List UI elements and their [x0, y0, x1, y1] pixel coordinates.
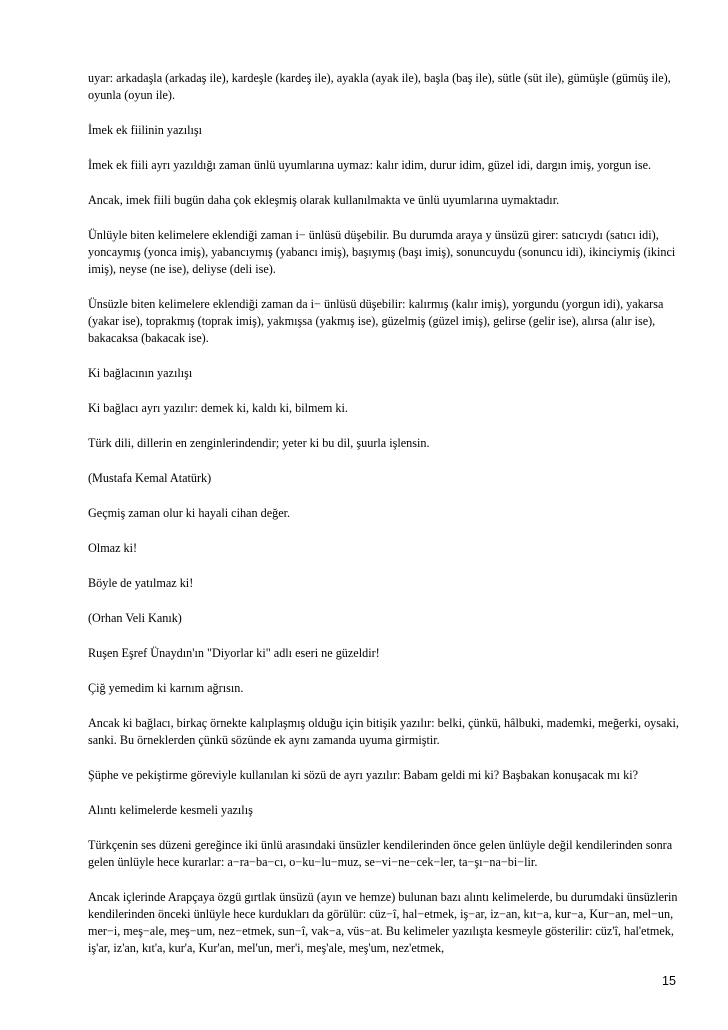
paragraph: Türkçenin ses düzeni gereğince iki ünlü arasındaki ünsüzler kendilerinden önce gelen ünlüyle değil kendilerinden sonra gelen ünlüyle hece kurarlar: a−ra−ba−cı, o−ku−lu−muz, se−vi−ne−cek−ler, ta−şı−na−bi−lir. — [88, 838, 673, 869]
paragraph: Ünsüzle biten kelimelere eklendiği zaman da i− ünlüsü düşebilir: kalırmış (kalır imiş), yorgundu (yorgun idi), yakarsa (yakar ise), toprakmış (toprak imiş), yakmışsa (yakmış ise), güzelmiş (güzel imiş), gelirse (gelir ise), alırsa (alır ise), bakacaksa (bakacak ise). — [88, 297, 664, 345]
page-number: 15 — [662, 974, 676, 988]
paragraph: Ki bağlacı ayrı yazılır: demek ki, kaldı ki, bilmem ki. — [88, 401, 348, 415]
paragraph: uyar: arkadaşla (arkadaş ile), kardeşle (kardeş ile), ayakla (ayak ile), başla (baş ile), sütle (süt ile), gümüşle (gümüş ile), oyunla (oyun ile). — [88, 71, 671, 102]
example-sentence: Ruşen Eşref Ünaydın'ın "Diyorlar ki" adlı eseri ne güzeldir! — [88, 646, 380, 660]
section-heading: İmek ek fiilinin yazılışı — [88, 123, 203, 137]
quote-attribution: (Orhan Veli Kanık) — [88, 611, 182, 625]
quote-attribution: (Mustafa Kemal Atatürk) — [88, 471, 212, 485]
paragraph: Ünlüyle biten kelimelere eklendiği zaman i− ünlüsü düşebilir. Bu durumda araya y ünsüzü girer: satıcıydı (satıcı idi), yoncaymış (yonca imiş), yabancıymış (yabancı imiş), başıymış (başı imiş), sonuncuydu (sonuncu idi), ikinciymiş (ikinci imiş), neyse (ne ise), deliyse (deli ise). — [88, 228, 676, 276]
quote: Geçmiş zaman olur ki hayali cihan değer. — [88, 506, 291, 520]
paragraph: Şüphe ve pekiştirme göreviyle kullanılan ki sözü de ayrı yazılır: Babam geldi mi ki? Başbakan konuşacak mı ki? — [88, 768, 638, 782]
paragraph: Ancak içlerinde Arapçaya özgü gırtlak ünsüzü (ayın ve hemze) bulunan bazı alıntı kelimelerde, bu durumdaki ünsüzlerin kendilerinden önceki ünlüyle hece kurdukları da görülür: cüz−î, hal−etmek, iş−ar, iz−an, kıt−a, kur−a, Kur−an, mel−un, mer−i, meş−ale, meş−um, nez−etmek, sun−î, vak−a, vüs−at. Bu kelimeler yazılışta kesmeyle gösterilir: cüz'î, hal'etmek, iş'ar, iz'an, kıt'a, kur'a, Kur'an, mel'un, mer'i, meş'ale, meş'um, nez'etmek, — [88, 890, 678, 955]
quote: Olmaz ki! — [88, 541, 138, 555]
paragraph: Ancak, imek fiili bugün daha çok ekleşmiş olarak kullanılmakta ve ünlü uyumlarına uymaktadır. — [88, 193, 560, 207]
section-heading: Alıntı kelimelerde kesmeli yazılış — [88, 803, 253, 817]
page-body — [88, 70, 684, 975]
quote: Türk dili, dillerin en zenginlerindendir; yeter ki bu dil, şuurla işlensin. — [88, 436, 430, 450]
quote: Böyle de yatılmaz ki! — [88, 576, 194, 590]
paragraph: İmek ek fiili ayrı yazıldığı zaman ünlü uyumlarına uymaz: kalır idim, durur idim, güzel idi, dargın imiş, yorgun ise. — [88, 158, 652, 172]
paragraph: Ancak ki bağlacı, birkaç örnekte kalıplaşmış olduğu için bitişik yazılır: belki, çünkü, hâlbuki, mademki, meğerki, oysaki, sanki. Bu örneklerden çünkü sözünde ek aynı zamanda uyuma girmiştir. — [88, 716, 679, 747]
section-heading: Ki bağlacının yazılışı — [88, 366, 193, 380]
example-sentence: Çiğ yemedim ki karnım ağrısın. — [88, 681, 244, 695]
